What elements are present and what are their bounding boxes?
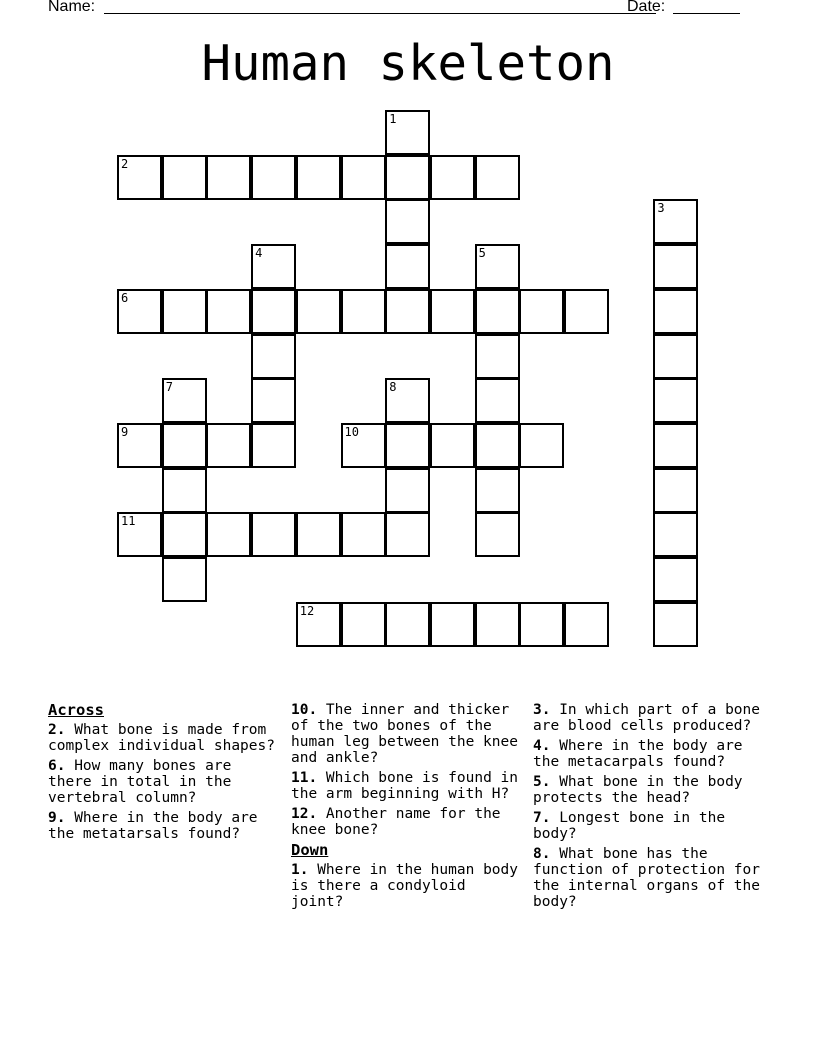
- grid-cell[interactable]: [117, 512, 162, 557]
- grid-cell[interactable]: [385, 602, 430, 647]
- grid-cell[interactable]: [653, 244, 698, 289]
- grid-cell[interactable]: [341, 602, 386, 647]
- clue: [533, 846, 768, 910]
- grid-cell[interactable]: [251, 155, 296, 200]
- clue-number: 7: [165, 380, 173, 395]
- grid-cell[interactable]: [475, 602, 520, 647]
- grid-cell[interactable]: [162, 512, 207, 557]
- clue: [291, 806, 526, 838]
- clue-text: What bone is made from complex individual shapes?: [48, 722, 275, 754]
- grid-cell[interactable]: [117, 155, 162, 200]
- clue-number: 12.: [291, 806, 318, 822]
- grid-cell[interactable]: [653, 512, 698, 557]
- clue: [533, 810, 768, 842]
- grid-cell[interactable]: [162, 289, 207, 334]
- clue-text: In which part of a bone are blood cells produced?: [533, 702, 760, 734]
- down-heading: Down: [291, 841, 329, 859]
- grid-cell[interactable]: [653, 199, 698, 244]
- clue-text: Longest bone in the body?: [533, 810, 726, 842]
- clue-number: 12: [299, 603, 315, 618]
- grid-cell[interactable]: [475, 289, 520, 334]
- clue-number: 4: [255, 246, 263, 261]
- grid-cell[interactable]: [653, 289, 698, 334]
- name-label: Name:: [48, 0, 96, 15]
- clue-number: 3.: [533, 702, 551, 718]
- grid-cell[interactable]: [653, 602, 698, 647]
- grid-cell[interactable]: [117, 289, 162, 334]
- clue-number: 11: [121, 514, 136, 529]
- clue-number: 6: [121, 290, 129, 305]
- grid-cell[interactable]: [162, 378, 207, 423]
- grid-cell[interactable]: [385, 199, 430, 244]
- grid-cell[interactable]: [385, 468, 430, 513]
- clue: [48, 722, 283, 754]
- grid-cell[interactable]: [430, 423, 475, 468]
- grid-cell[interactable]: [206, 423, 251, 468]
- clue-number: 4.: [533, 738, 551, 754]
- grid-cell[interactable]: [162, 155, 207, 200]
- grid-cell[interactable]: [296, 289, 341, 334]
- grid-cell[interactable]: [206, 289, 251, 334]
- grid-cell[interactable]: [430, 602, 475, 647]
- clue: [48, 758, 283, 806]
- grid-cell[interactable]: [653, 468, 698, 513]
- clue-text: Where in the human body is there a condyloid joint?: [291, 862, 518, 910]
- grid-cell[interactable]: [162, 468, 207, 513]
- grid-cell[interactable]: [653, 423, 698, 468]
- grid-cell[interactable]: [251, 289, 296, 334]
- grid-cell[interactable]: [564, 289, 609, 334]
- grid-cell[interactable]: [475, 155, 520, 200]
- grid-cell[interactable]: [385, 244, 430, 289]
- grid-cell[interactable]: [206, 155, 251, 200]
- grid-cell[interactable]: [341, 289, 386, 334]
- clue-number: 3: [657, 201, 665, 216]
- grid-cell[interactable]: [564, 602, 609, 647]
- grid-cell[interactable]: [251, 423, 296, 468]
- grid-cell[interactable]: [475, 512, 520, 557]
- grid-cell[interactable]: [653, 378, 698, 423]
- grid-cell[interactable]: [251, 244, 296, 289]
- clue: [291, 770, 526, 802]
- clue-number: 5: [478, 246, 486, 261]
- clue-number: 9: [121, 424, 129, 439]
- date-blank[interactable]: [673, 13, 740, 14]
- clue-text: What bone has the function of protection for the internal organs of the body?: [533, 846, 760, 910]
- clue: [291, 702, 526, 766]
- date-label: Date:: [627, 0, 666, 15]
- clue-number: 8.: [533, 846, 551, 862]
- grid-cell[interactable]: [519, 423, 564, 468]
- name-blank[interactable]: [104, 13, 656, 14]
- clue-number: 1: [389, 112, 397, 126]
- grid-cell[interactable]: [385, 289, 430, 334]
- clue-number: 11.: [291, 770, 318, 786]
- clue-text: Where in the body are the metatarsals found?: [48, 810, 258, 842]
- clue-text: What bone in the body protects the head?: [533, 774, 743, 806]
- grid-cell[interactable]: [653, 557, 698, 602]
- clues-column-2: [291, 702, 526, 914]
- grid-cell[interactable]: [475, 378, 520, 423]
- grid-cell[interactable]: [251, 512, 296, 557]
- header: [48, 0, 768, 20]
- clue-number: 2: [121, 156, 129, 171]
- grid-cell[interactable]: [296, 602, 341, 647]
- clue: [48, 810, 283, 842]
- clue-number: 10.: [291, 702, 318, 718]
- clue-number: 5.: [533, 774, 551, 790]
- grid-cell[interactable]: [475, 468, 520, 513]
- grid-cell[interactable]: [475, 244, 520, 289]
- grid-cell[interactable]: [341, 423, 386, 468]
- grid-cell[interactable]: [475, 334, 520, 379]
- grid-cell[interactable]: [430, 289, 475, 334]
- clue-number: 10: [344, 424, 359, 439]
- clue-text: Another name for the knee bone?: [291, 806, 501, 838]
- clue-number: 1.: [291, 862, 309, 878]
- clue: [533, 774, 768, 806]
- grid-cell[interactable]: [385, 155, 430, 200]
- grid-cell[interactable]: [341, 512, 386, 557]
- grid-cell[interactable]: [117, 423, 162, 468]
- grid-cell[interactable]: [385, 378, 430, 423]
- grid-cell[interactable]: [430, 155, 475, 200]
- grid-cell[interactable]: [385, 512, 430, 557]
- grid-cell[interactable]: [385, 423, 430, 468]
- clues-column-3: [533, 702, 768, 914]
- grid-cell[interactable]: [341, 155, 386, 200]
- clue-number: 8: [389, 380, 397, 395]
- clues-column-1: [48, 702, 283, 846]
- grid-cell[interactable]: [162, 557, 207, 602]
- clue-number: 7.: [533, 810, 551, 826]
- grid-cell[interactable]: [251, 334, 296, 379]
- grid-cell[interactable]: [162, 423, 207, 468]
- clue-number: 9.: [48, 810, 66, 826]
- grid-cell[interactable]: [296, 155, 341, 200]
- grid-cell[interactable]: [519, 602, 564, 647]
- across-heading: Across: [48, 701, 104, 719]
- grid-cell[interactable]: [206, 512, 251, 557]
- grid-cell[interactable]: [519, 289, 564, 334]
- clue: [291, 862, 526, 910]
- grid-cell[interactable]: [653, 334, 698, 379]
- grid-cell[interactable]: [296, 512, 341, 557]
- clue-text: How many bones are there in total in the vertebral column?: [48, 758, 232, 806]
- clue-number: 2.: [48, 722, 66, 738]
- clue-text: Where in the body are the metacarpals found?: [533, 738, 743, 770]
- clue-text: Which bone is found in the arm beginning with H?: [291, 770, 518, 802]
- clue: [533, 702, 768, 734]
- grid-cell[interactable]: [385, 110, 430, 155]
- grid-cell[interactable]: [251, 378, 296, 423]
- clue: [533, 738, 768, 770]
- clue-number: 6.: [48, 758, 66, 774]
- clue-text: The inner and thicker of the two bones of the human leg between the knee and ankle?: [291, 702, 518, 766]
- page-title: Human skeleton: [201, 35, 615, 92]
- grid-cell[interactable]: [475, 423, 520, 468]
